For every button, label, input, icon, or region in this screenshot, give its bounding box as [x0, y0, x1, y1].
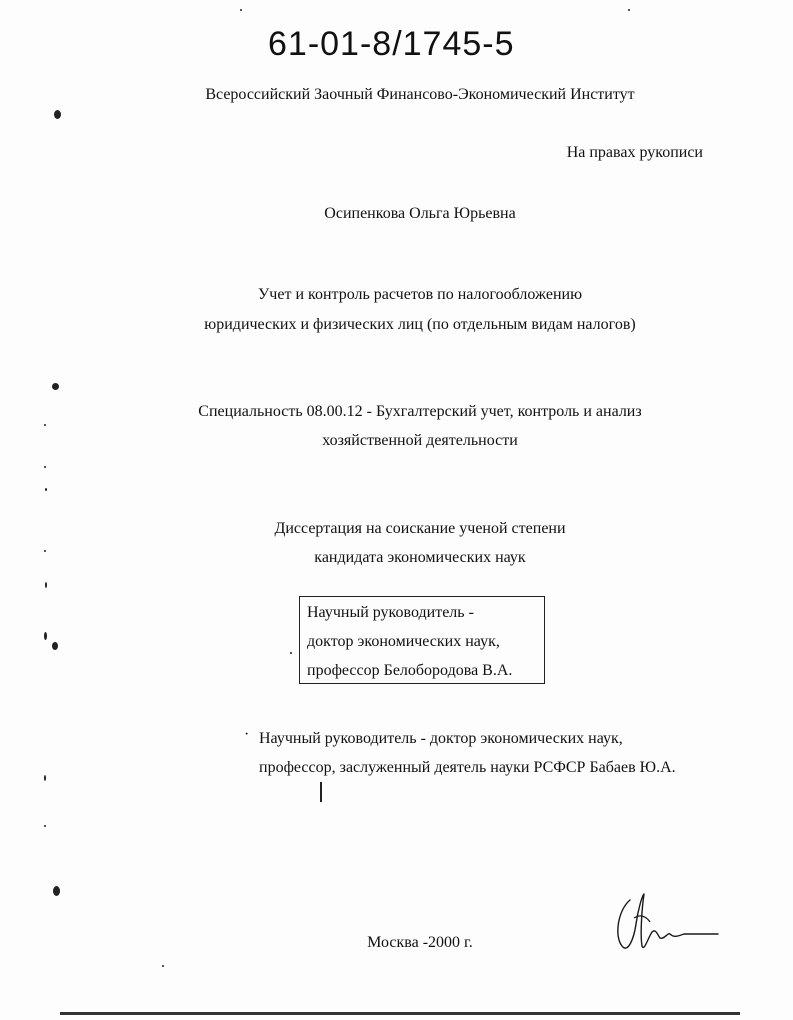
supervisor-line-3: профессор Белобородова В.А.: [307, 662, 513, 679]
thesis-title-line-2: юридических и физических лиц (по отдельным видам налогов): [204, 316, 636, 333]
scan-speck: [53, 886, 60, 896]
second-supervisor-line-2: профессор, заслуженный деятель науки РСФСР Бабаев Ю.А.: [259, 759, 676, 776]
second-supervisor-line-1: Научный руководитель - доктор экономических наук,: [259, 730, 623, 747]
catalog-code: 61-01-8/1745-5: [268, 25, 515, 63]
scan-edge-line: [60, 1012, 740, 1015]
scan-speck: [44, 466, 46, 468]
scan-speck: [44, 550, 46, 552]
degree-line-2: кандидата экономических наук: [314, 549, 526, 566]
thesis-title-line-1: Учет и контроль расчетов по налогообложению: [257, 286, 583, 303]
bullet-mark: ·: [244, 726, 250, 743]
scan-speck: [54, 110, 61, 119]
scan-speck: [162, 965, 164, 967]
scan-speck: [45, 488, 47, 491]
signature-icon: [612, 888, 722, 958]
scan-speck: [628, 9, 630, 11]
supervisor-line-1: Научный руководитель -: [307, 604, 474, 621]
specialty-line-1: Специальность 08.00.12 - Бухгалтерский учет, контроль и анализ: [198, 403, 642, 420]
scan-speck: [240, 9, 242, 11]
scan-speck: [44, 424, 46, 426]
scan-speck: [44, 825, 46, 827]
second-supervisor-block: [259, 724, 676, 782]
author-name: Осипенкова Ольга Юрьевна: [324, 205, 516, 222]
supervisor-line-2: доктор экономических наук,: [307, 633, 500, 650]
specialty-line-2: хозяйственной деятельности: [322, 432, 518, 449]
scan-speck: [52, 383, 59, 390]
scan-speck: [52, 642, 58, 650]
degree-line-1: Диссертация на соискание ученой степени: [274, 520, 566, 537]
supervisor-box: [299, 596, 545, 684]
rights-note: На правах рукописи: [566, 144, 703, 161]
scan-speck: [45, 582, 47, 588]
scan-speck: [290, 652, 292, 654]
scan-mark-vertical: [320, 782, 322, 802]
scan-speck: [44, 775, 46, 781]
institute-name: Всероссийский Заочный Финансово-Экономический Институт: [205, 86, 635, 103]
city-year: Москва -2000 г.: [367, 934, 473, 951]
scan-speck: [44, 632, 47, 640]
